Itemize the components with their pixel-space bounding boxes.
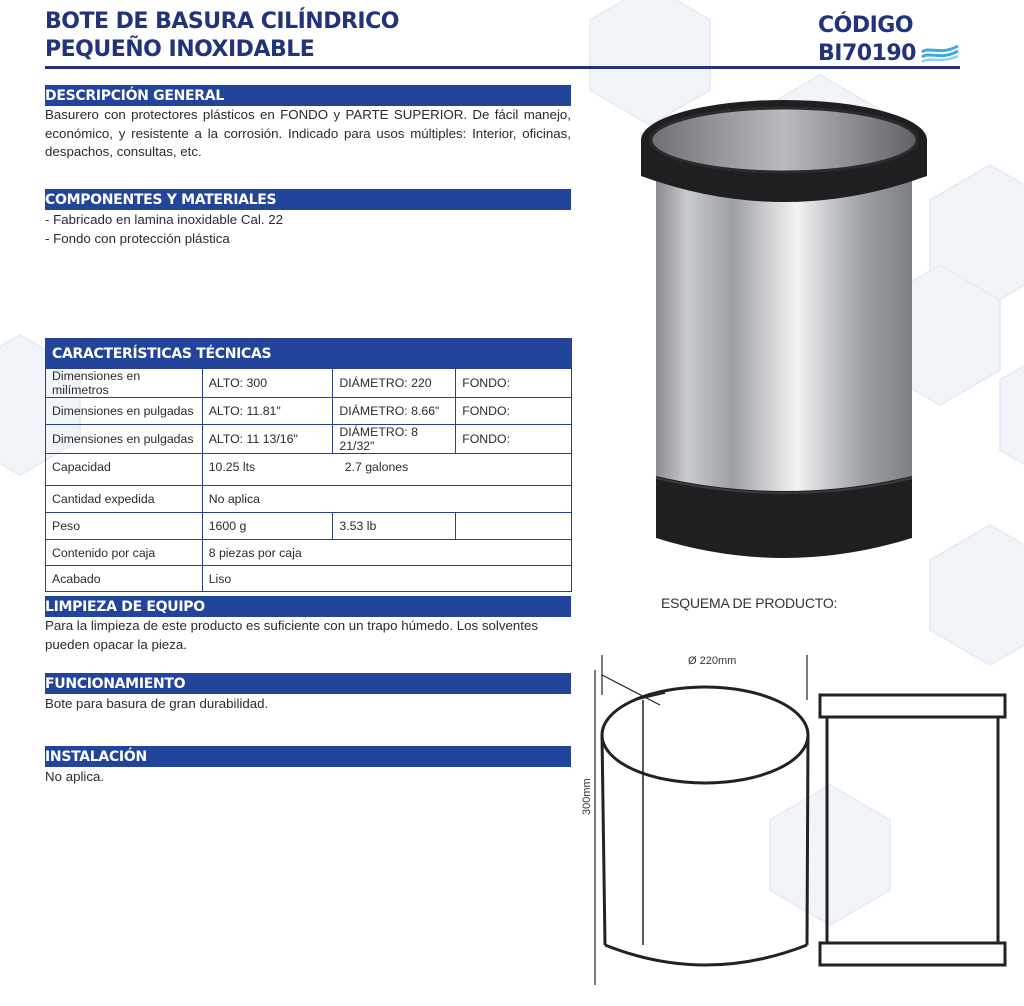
spec-value-group [202, 454, 571, 486]
spec-label: Contenido por caja [46, 540, 203, 566]
descripcion-text: Basurero con protectores plásticos en FONDO y PARTE SUPERIOR. De fácil manejo, económico, y resistente a la corrosión. Indicado para usos múltiples: Interior, oficinas, despachos, consultas, etc. [45, 107, 571, 159]
code-label: CÓDIGO [818, 13, 914, 38]
spec-value: DIÁMETRO: 220 [333, 369, 456, 398]
product-title-line-2: PEQUEÑO INOXIDABLE [45, 37, 315, 62]
section-header-instalacion [45, 746, 571, 767]
spec-label: Dimensiones en pulgadas [46, 398, 203, 425]
spec-value: DIÁMETRO: 8.66" [333, 398, 456, 425]
spec-value: FONDO: [456, 398, 572, 425]
table-row [46, 486, 572, 513]
spec-value: 10.25 lts [208, 460, 256, 474]
specs-table-title: CARACTERÍSTICAS TÉCNICAS [46, 339, 572, 369]
table-row [46, 454, 572, 486]
spec-value: FONDO: [456, 425, 572, 454]
table-row [46, 398, 572, 425]
spec-value: No aplica [202, 486, 571, 513]
section-header-descripcion [45, 85, 571, 106]
componentes-list [45, 211, 571, 248]
specs-table [45, 338, 572, 592]
header-rule [45, 66, 960, 69]
spec-label: Dimensiones en pulgadas [46, 425, 203, 454]
product-title-line-1: BOTE DE BASURA CILÍNDRICO [45, 9, 399, 34]
schema-diameter-label: Ø 220mm [688, 655, 737, 667]
spec-value: 1600 g [202, 513, 333, 540]
section-header-limpieza [45, 596, 571, 617]
limpieza-text: Para la limpieza de este producto es suficiente con un trapo húmedo. Los solventes pueden opacar la pieza. [45, 618, 539, 652]
product-photo [636, 98, 932, 568]
spec-value: 8 piezas por caja [202, 540, 571, 566]
product-schema [575, 645, 1015, 1000]
section-header-componentes [45, 189, 571, 210]
componentes-item: - Fabricado en lamina inoxidable Cal. 22 [45, 212, 284, 227]
table-row [46, 540, 572, 566]
spec-label: Acabado [46, 566, 203, 592]
table-row [46, 513, 572, 540]
spec-value [456, 513, 572, 540]
spec-value: ALTO: 11 13/16" [202, 425, 333, 454]
spec-label: Cantidad expedida [46, 486, 203, 513]
specs-table-header [46, 339, 572, 369]
section-title-funcionamiento: FUNCIONAMIENTO [45, 676, 186, 692]
code-value: BI70190 [818, 41, 916, 66]
spec-value: DIÁMETRO: 8 21/32" [333, 425, 456, 454]
section-title-componentes: COMPONENTES Y MATERIALES [45, 192, 277, 208]
spec-value: 2.7 galones [344, 460, 409, 474]
spec-label: Peso [46, 513, 203, 540]
spec-value: ALTO: 300 [202, 369, 333, 398]
spec-value: Liso [202, 566, 571, 592]
schema-label: ESQUEMA DE PRODUCTO: [661, 595, 838, 611]
table-row [46, 425, 572, 454]
product-title [45, 8, 399, 64]
spec-value: 3.53 lb [333, 513, 456, 540]
section-title-instalacion: INSTALACIÓN [45, 749, 147, 765]
funcionamiento-text: Bote para basura de gran durabilidad. [45, 696, 269, 711]
table-row [46, 566, 572, 592]
brand-waves-icon [920, 44, 960, 64]
schema-height-label: 300mm [581, 778, 593, 815]
spec-label: Dimensiones en milímetros [46, 369, 203, 398]
product-code-block [818, 12, 916, 68]
section-title-limpieza: LIMPIEZA DE EQUIPO [45, 599, 205, 615]
section-title-descripcion: DESCRIPCIÓN GENERAL [45, 88, 224, 104]
table-row [46, 369, 572, 398]
spec-value: FONDO: [456, 369, 572, 398]
spec-label: Capacidad [46, 454, 203, 486]
instalacion-text: No aplica. [45, 769, 105, 784]
section-header-funcionamiento [45, 673, 571, 694]
componentes-item: - Fondo con protección plástica [45, 230, 230, 246]
spec-value: ALTO: 11.81" [202, 398, 333, 425]
